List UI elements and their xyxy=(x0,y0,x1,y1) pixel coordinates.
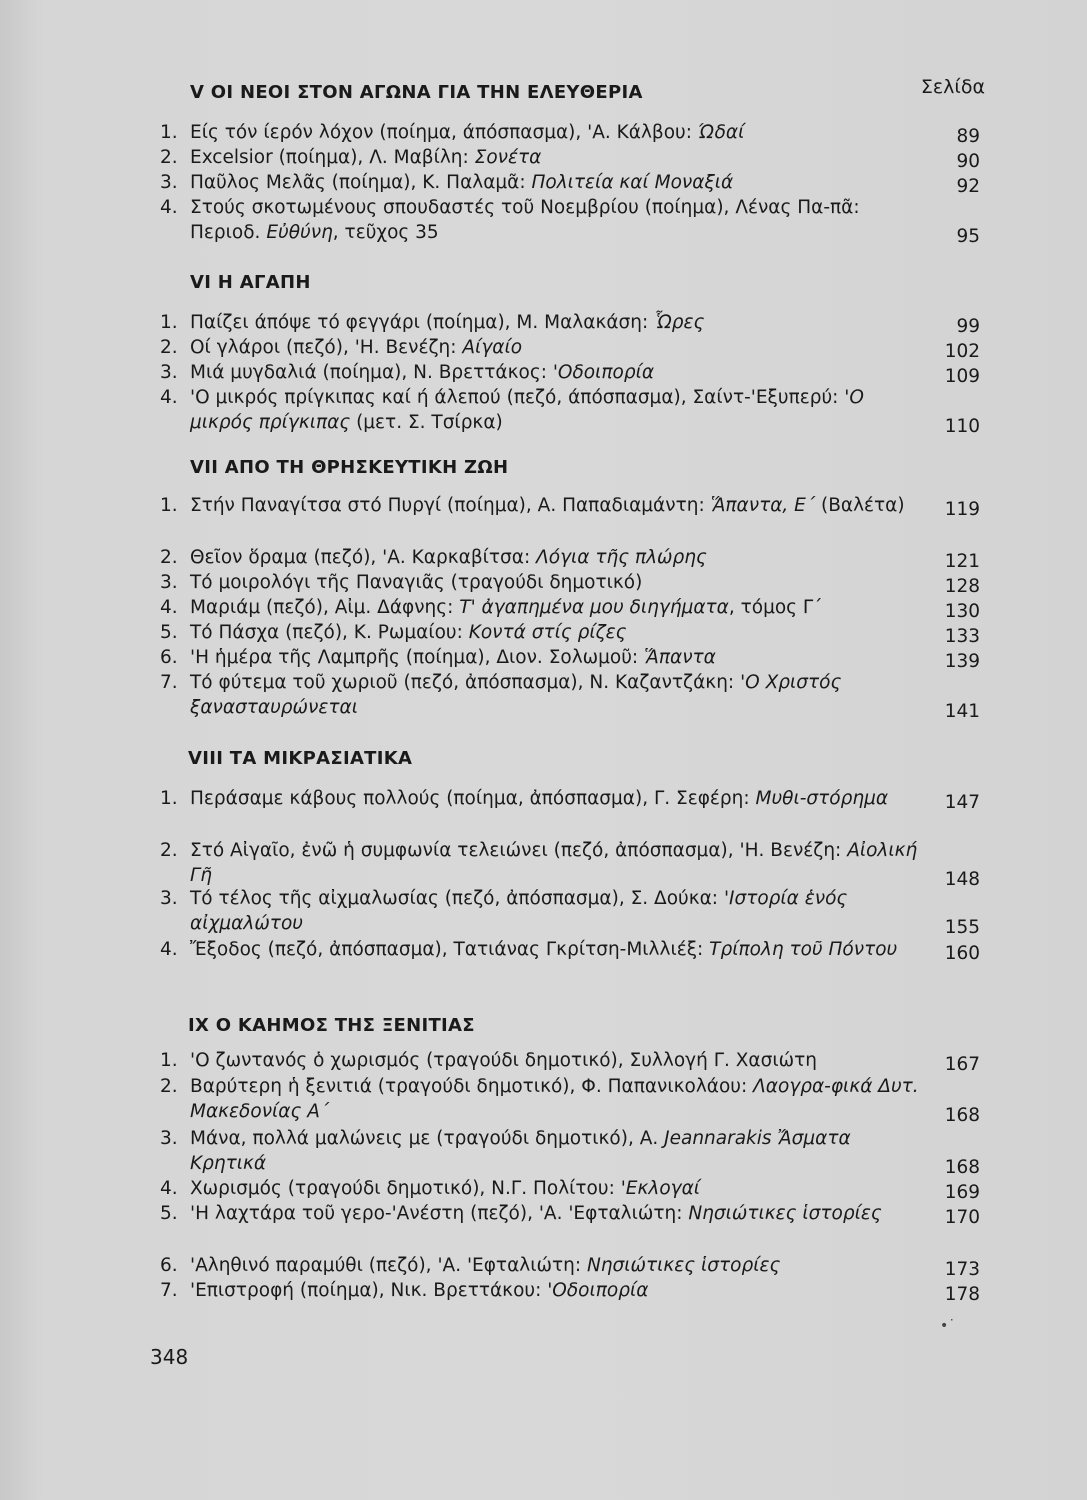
entry-page: 110 xyxy=(944,416,980,437)
section-title: VIII ΤΑ ΜΙΚΡΑΣΙΑΤΙΚΑ xyxy=(188,748,413,769)
section-title: V ΟΙ ΝΕΟΙ ΣΤΟΝ ΑΓΩΝΑ ΓΙΑ ΤΗΝ ΕΛΕΥΘΕΡΙΑ xyxy=(190,82,643,103)
list-item: 6. 'Αληθινό παραμύθι (πεζό), 'Α. 'Εφταλιώτη: Νησιώτικες ἱστορίες 173 xyxy=(160,1255,980,1280)
entry-page: 89 xyxy=(956,126,980,147)
list-item: 2. Στό Αἰγαῖο, ἐνῶ ἡ συμφωνία τελειώνει (πεζό, ἀπόσπασμα), 'Η. Βενέζη: Αἰολική Γῆ 148 xyxy=(160,840,980,890)
entry-page: 130 xyxy=(944,601,980,622)
entry-page: 119 xyxy=(944,499,980,520)
section-title: IX Ο ΚΑΗΜΟΣ ΤΗΣ ΞΕΝΙΤΙΑΣ xyxy=(188,1015,475,1036)
page-number: 348 xyxy=(150,1345,189,1369)
entry-page: 102 xyxy=(944,341,980,362)
list-item: 1. 'Ο ζωντανός ὁ χωρισμός (τραγούδι δημοτικό), Συλλογή Γ. Χασιώτη 167 xyxy=(160,1050,980,1075)
entry-page: 173 xyxy=(944,1259,980,1280)
entry-page: 160 xyxy=(944,943,980,964)
list-item: 6. 'Η ἡμέρα τῆς Λαμπρῆς (ποίημα), Διον. Σολωμοῦ: Ἅπαντα 139 xyxy=(160,647,980,672)
list-item: 2. Θεῖον ὅραμα (πεζό), 'Α. Καρκαβίτσα: Λόγια τῆς πλώρης 121 xyxy=(160,547,980,572)
entry-page: 169 xyxy=(944,1182,980,1203)
list-item: 7. 'Επιστροφή (ποίημα), Νικ. Βρεττάκου: 'Οδοιπορία 178 xyxy=(160,1280,980,1305)
section-title: VII ΑΠΟ ΤΗ ΘΡΗΣΚΕΥΤΙΚΗ ΖΩΗ xyxy=(190,457,509,478)
list-item: 1. Περάσαμε κάβους πολλούς (ποίημα, ἀπόσπασμα), Γ. Σεφέρη: Μυθι-στόρημα 147 xyxy=(160,788,980,813)
entry-page: 178 xyxy=(944,1284,980,1305)
list-item: 2. Βαρύτερη ἡ ξενιτιά (τραγούδι δημοτικό), Φ. Παπανικολάου: Λαογρα-φικά Δυτ. Μακεδονίας Α΄ 168 xyxy=(160,1076,980,1126)
list-item: 3. Τό τέλος τῆς αἰχμαλωσίας (πεζό, ἀπόσπασμα), Σ. Δούκα: 'Ιστορία ἑνός αἰχμαλώτου 155 xyxy=(160,888,980,938)
entry-page: 121 xyxy=(944,551,980,572)
list-item: 5. 'Η λαχτάρα τοῦ γερο-'Ανέστη (πεζό), 'Α. 'Εφταλιώτη: Νησιώτικες ἱστορίες 170 xyxy=(160,1203,980,1228)
entry-page: 90 xyxy=(956,151,980,172)
list-item: 2. Οί γλάροι (πεζό), 'Η. Βενέζη: Αίγαίο 102 xyxy=(160,337,980,362)
list-item: 4. Στούς σκοτωμένους σπουδαστές τοῦ Νοεμβρίου (ποίημα), Λένας Πα-πᾶ: Περιοδ. Εὐθύνη, τεῦχος 35 95 xyxy=(160,197,980,247)
entry-page: 141 xyxy=(944,701,980,722)
list-item: 4. Μαριάμ (πεζό), Αἰμ. Δάφνης: Τ' ἀγαπημένα μου διηγήματα, τόμος Γ΄ 130 xyxy=(160,597,980,622)
list-item: 5. Τό Πάσχα (πεζό), Κ. Ρωμαίου: Κοντά στίς ρίζες 133 xyxy=(160,622,980,647)
section-v-heading xyxy=(190,76,985,112)
list-item: 3. Τό μοιρολόγι τῆς Παναγιᾶς (τραγούδι δημοτικό) 128 xyxy=(160,572,980,597)
entry-page: 170 xyxy=(944,1207,980,1228)
list-item: 3. Παῦλος Μελᾶς (ποίημα), Κ. Παλαμᾶ: Πολιτεία καί Μοναξιά 92 xyxy=(160,172,980,197)
list-item: 1. Είς τόν ίερόν λόχον (ποίημα, άπόσπασμα), 'Α. Κάλβου: Ώδαί 89 xyxy=(160,122,980,147)
list-item: 4. Χωρισμός (τραγούδι δημοτικό), Ν.Γ. Πολίτου: 'Εκλογαί 169 xyxy=(160,1178,980,1203)
list-item: 3. Μάνα, πολλά μαλώνεις με (τραγούδι δημοτικό), Α. Jeannarakis Ἄσματα Κρητικά 168 xyxy=(160,1128,980,1178)
entry-page: 168 xyxy=(944,1157,980,1178)
entry-page: 95 xyxy=(956,226,980,247)
entry-page: 99 xyxy=(956,316,980,337)
entry-page: 167 xyxy=(944,1054,980,1075)
entry-page: 109 xyxy=(944,366,980,387)
list-item: 1. Παίζει άπόψε τό φεγγάρι (ποίημα), Μ. Μαλακάση: Ὧρες 99 xyxy=(160,312,980,337)
entry-page: 92 xyxy=(956,176,980,197)
list-item: 4. 'Ο μικρός πρίγκιπας καί ή άλεπού (πεζό, άπόσπασμα), Σαίντ-'Εξυπερύ: 'Ο μικρός πρίγκιπας (μετ. Σ. Τσίρκα) 110 xyxy=(160,387,980,437)
list-item: 3. Μιά μυγδαλιά (ποίημα), Ν. Βρεττάκος: 'Οδοιπορία 109 xyxy=(160,362,980,387)
entry-page: 128 xyxy=(944,576,980,597)
list-item: 7. Τό φύτεμα τοῦ χωριοῦ (πεζό, ἀπόσπασμα), Ν. Καζαντζάκη: 'Ο Χριστός ξανασταυρώνεται 141 xyxy=(160,672,980,722)
list-item: 4. Ἔξοδος (πεζό, ἀπόσπασμα), Τατιάνας Γκρίτση-Μιλλιέξ: Τρίπολη τοῦ Πόντου 160 xyxy=(160,939,980,964)
entry-page: 147 xyxy=(944,792,980,813)
ink-speck: •˙ xyxy=(940,1318,956,1334)
entry-page: 139 xyxy=(944,651,980,672)
entry-page: 148 xyxy=(944,869,980,890)
entry-page: 133 xyxy=(944,626,980,647)
list-item: 1. Στήν Παναγίτσα στό Πυργί (ποίημα), Α. Παπαδιαμάντη: Ἅπαντα, Ε΄ (Βαλέτα) 119 xyxy=(160,495,980,520)
entry-page: 168 xyxy=(944,1105,980,1126)
entry-page: 155 xyxy=(944,917,980,938)
list-item: 2. Excelsior (ποίημα), Λ. Μαβίλη: Σονέτα 90 xyxy=(160,147,980,172)
section-title: VI Η ΑΓΑΠΗ xyxy=(190,272,311,293)
page-column-label: Σελίδα xyxy=(920,76,985,98)
